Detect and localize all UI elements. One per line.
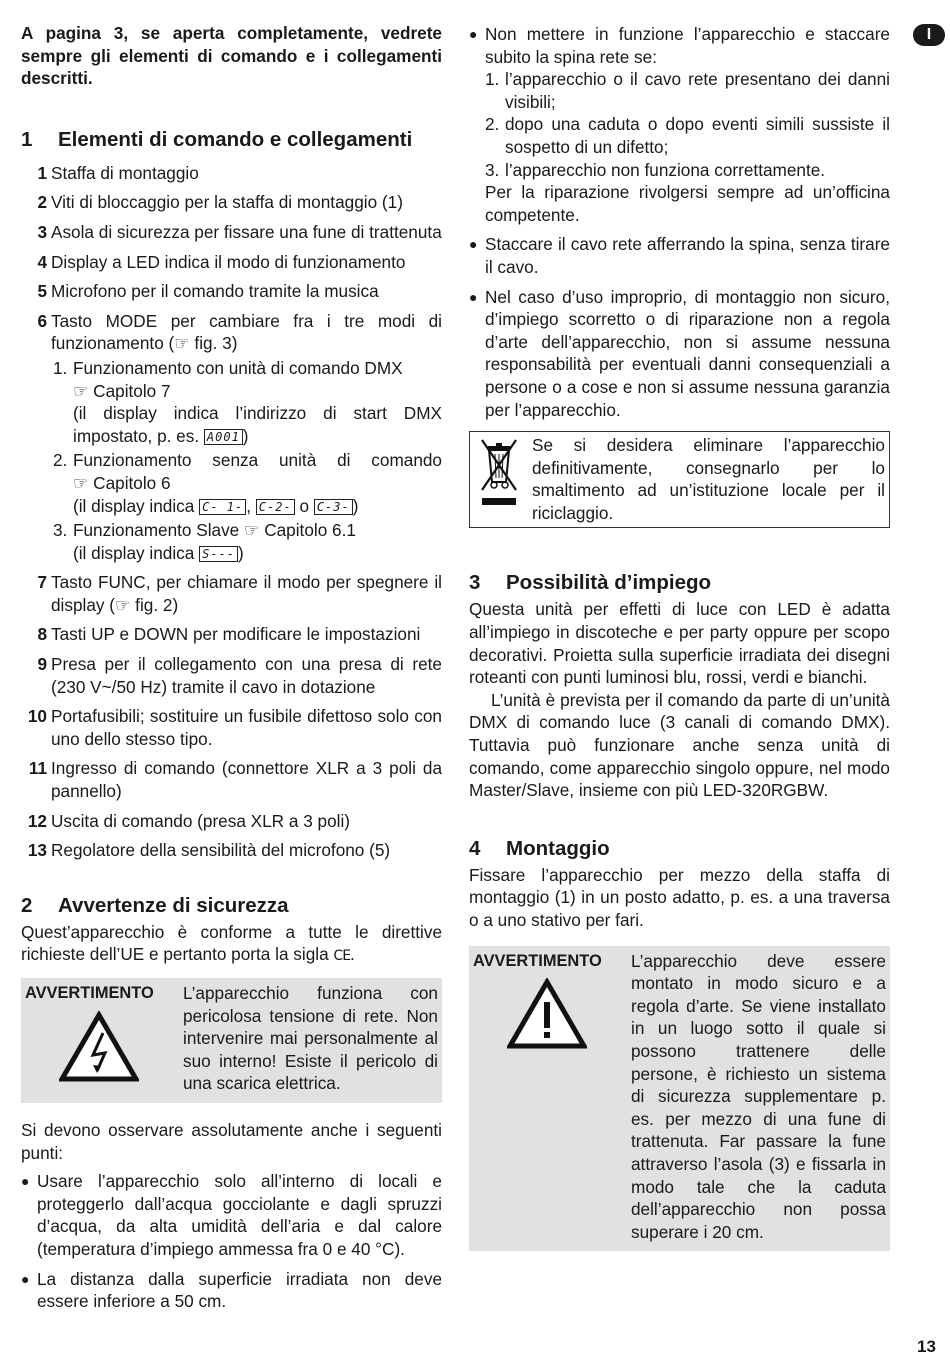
bullet-icon: ● [21,1270,30,1287]
mode-sub-1: 1. Funzionamento con unità di comando DMX ☞ Capitolo 7 (il display indica l’indirizzo di start DMX impostato, p. es. A001 ) [53,357,442,446]
safety-bullet: ● Staccare il cavo rete afferrando la spina, senza tirare il cavo. [469,234,890,277]
lcd-readout: A001 [204,429,243,445]
section-3-paragraph-2: L’unità è prevista per il comando da parte di un’unità DMX di comando luce (3 canali di comando DMX). Tuttavia può funzionare anche senza unità di comando, come apparecchio singolo oppure, nel modo Master/Slave, insieme con più LED-320RGBW. [469,689,890,801]
section-3-paragraph-1: Questa unità per effetti di luce con LED è adatta all’impiego in discoteche e per party oppure per scopo decorativi. Proietta sulla superficie irradiata dei disegni roteanti con punti luminosi blu, rossi, verdi e bianchi. [469,599,890,688]
list-item: 8 Tasti UP e DOWN per modificare le impostazioni [37,624,421,645]
disposal-text: Se si desidera eliminare l’apparecchio definitivamente, consegnarlo per lo smaltimento ad un’istituzione locale per il riciclaggio. [532,435,885,523]
section-1-heading: 1 Elementi di comando e collegamenti [21,127,413,151]
right-column [469,20,890,1251]
safety-bullet: ● Usare l’apparecchio solo all’interno di locali e proteggerlo dall’acqua gocciolante e dagli spruzzi d’acqua, da alta umidità dell’aria e dal calore (temperatura d’impiego ammessa fra 0 e 40 °C). [21,1171,442,1259]
lcd-readout: C-3- [314,499,353,515]
section-4-paragraph: Fissare l’apparecchio per mezzo della staffa di montaggio (1) in un posto adatto, p. es. a una traversa o a uno stativo per fari. [469,864,890,930]
list-item: 2. dopo una caduta o dopo eventi simili sussiste il sospetto di un difetto; [485,114,890,157]
list-item: 9 Presa per il collegamento con una presa di rete (230 V~/50 Hz) tramite il cavo in dotazione [37,654,442,697]
lcd-readout: C- 1- [199,499,246,515]
warning-text: L’apparecchio funziona con pericolosa tensione di rete. Non intervenire mai personalmente al suo interno! Esiste il pericolo di una scarica elettrica. [183,983,438,1094]
warning-text: L’apparecchio deve essere montato in modo sicuro e a regola d’arte. Se viene installato in un luogo sotto il quale si possono trattenere delle persone, è richiesto un sistema di sicurezza supplementare p. es. per mezzo di una fune di trattenuta. Far passare la fune attraverso l’asola (3) e fissarla in modo tale che la caduta dell’apparecchio non possa superare i 20 cm. [631,950,886,1242]
observe-text: Si devono osservare assolutamente anche i seguenti punti: [21,1119,442,1163]
section-4-heading: 4 Montaggio [469,836,610,860]
safety-bullet: ● Nel caso d’uso improprio, di montaggio non sicuro, d’impiego scorretto o di riparazione non a regola d’arte dell’apparecchio, non si assume nessuna responsabilità per eventuali danni consequenziali a persone o a cose e non si assume nessuna garanzia per l’apparecchio. [469,286,890,420]
bullet-icon: ● [21,1173,30,1190]
list-item: 3. l’apparecchio non funziona correttamente. [485,159,826,180]
list-item: 1 Staffa di montaggio [37,162,199,183]
bullet-icon: ● [469,236,478,253]
list-item: 4 Display a LED indica il modo di funzionamento [37,251,406,272]
list-item: 1. l’apparecchio o il cavo rete presentano dei danni visibili; [485,69,890,112]
list-item-mode: 6 Tasto MODE per cambiare fra i tre modi di funzionamento (☞ fig. 3) 1. Funzionamento con unità di comando DMX ☞ Capitolo 7 (il display indica l’indirizzo di start DMX impostato, p. es. A001 ) 2. Funzionamento senza unità di comando ☞ Capitolo 6 (il display indica C- 1- , C-2- o C-3- ) 3. Funzionamento Slave ☞ Capitolo 6.1 (il display indica S--- ) [37,310,442,563]
section-3-heading: 3 Possibilità d’impiego [469,571,712,595]
list-item: 3 Asola di sicurezza per fissare una fune di trattenuta [37,221,442,242]
list-item: 11 Ingresso di comando (connettore XLR a 3 poli da pannello) [28,758,442,802]
warning-label: AVVERTIMENTO [25,984,154,1002]
crossed-bin-icon [474,434,524,512]
bullet-icon: ● [469,288,478,305]
mounting-warning-box [469,946,890,1252]
list-item: 10 Portafusibili; sostituire un fusibile difettoso solo con uno dello stesso tipo. [27,706,442,749]
safety-bullet-power: ● Non mettere in funzione l’apparecchio e staccare subito la spina rete se: 1. l’apparecchio o il cavo rete presentano dei danni visibili; 2. dopo una caduta o dopo eventi simili sussiste il sospetto di un difetto; 3. l’apparecchio non funziona correttamente. Per la riparazione rivolgersi sempre ad un’officina competente. [469,24,890,225]
list-item: 5 Microfono per il comando tramite la musica [37,281,379,302]
lcd-readout: S--- [199,546,238,562]
ce-mark: CE [333,948,351,965]
electric-hazard-icon [59,1011,139,1083]
intro-text: A pagina 3, se aperta completamente, vedrete sempre gli elementi di comando e i collegamenti descritti. [21,23,442,89]
bullet-icon: ● [469,26,478,42]
left-column [21,20,442,1320]
warning-label: AVVERTIMENTO [473,951,602,970]
list-item: 12 Uscita di comando (presa XLR a 3 poli) [27,810,351,831]
warning-triangle-icon [507,978,587,1050]
page-number: 13 [917,1337,936,1356]
safety-bullet: ● La distanza dalla superficie irradiata non deve essere inferiore a 50 cm. [21,1268,442,1312]
lcd-readout: C-2- [256,499,295,515]
mode-sub-2: 2. Funzionamento senza unità di comando ☞ Capitolo 6 (il display indica C- 1- , C-2- o C-3- ) [53,450,442,516]
conformity-text: Quest’apparecchio è conforme a tutte le direttive richieste dell’UE e pertanto porta la sigla CE. [21,921,442,965]
mode-sub-3: 3. Funzionamento Slave ☞ Capitolo 6.1 (il display indica S--- ) [53,520,356,563]
disposal-box [469,431,890,528]
voltage-warning-box [21,978,442,1103]
language-tab-marker: I [913,24,945,46]
list-item: 13 Regolatore della sensibilità del microfono (5) [27,840,391,861]
section-2-heading: 2 Avvertenze di sicurezza [21,893,289,917]
list-item: 7 Tasto FUNC, per chiamare il modo per spegnere il display (☞ fig. 2) [37,572,442,615]
list-item: 2 Viti di bloccaggio per la staffa di montaggio (1) [37,192,403,213]
controls-list [21,162,442,862]
